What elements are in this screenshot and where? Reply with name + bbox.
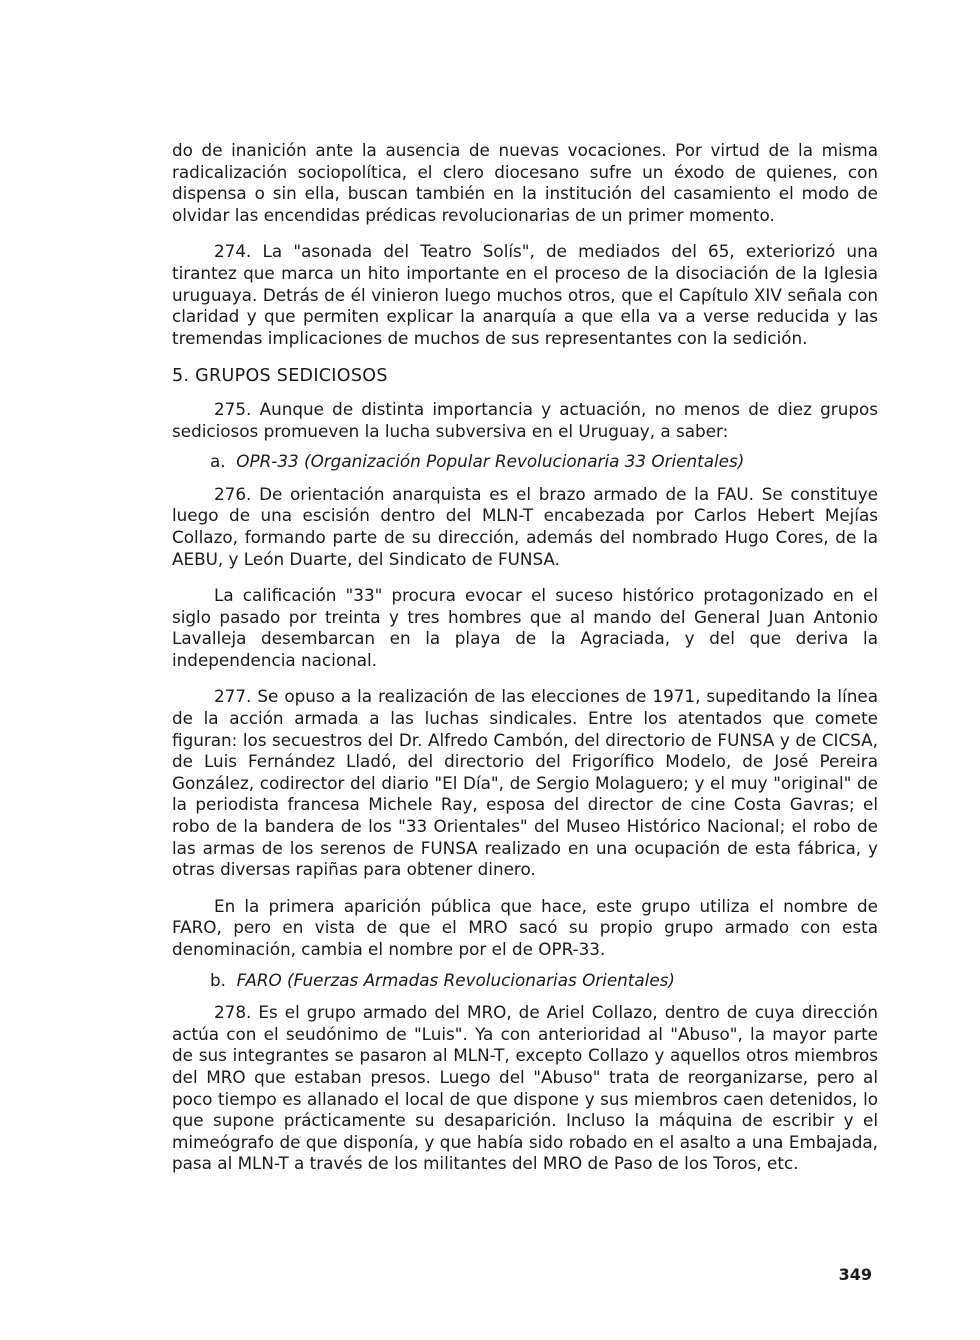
subheading-a-title: OPR-33 (Organización Popular Revolucionaria 33 Orientales) [236, 451, 745, 472]
subheading-a [210, 451, 878, 473]
subheading-b [210, 970, 878, 992]
paragraph-277: 277. Se opuso a la realización de las elecciones de 1971, supeditando la línea de la acción armada a las luchas sindicales. Entre los atentados que comete figuran: los secuestros del Dr. Alfredo Cambón, del directorio de FUNSA y de CICSA, de Luis Fernández Lladó, del directorio del Frigorífico Modelo, de José Pereira González, codirector del diario "El Día", de Sergio Molaguero; y el muy "original" de la periodista francesa Michele Ray, esposa del director de cine Costa Gavras; el robo de la bandera de los "33 Orientales" del Museo Histórico Nacional; el robo de las armas de los serenos de FUNSA realizado en una ocupación de esta fábrica, y otras diversas rapiñas para obtener dinero. [172, 686, 878, 880]
paragraph-274: 274. La "asonada del Teatro Solís", de mediados del 65, exteriorizó una tirantez que marca un hito importante en el proceso de la disociación de la Iglesia uruguaya. Detrás de él vinieron luego muchos otros, que el Capítulo XIV señala con claridad y que permiten explicar la anarquía a que ella va a verse reducida y las tremendas implicaciones de muchos de sus representantes con la sedición. [172, 241, 878, 348]
paragraph-intro: do de inanición ante la ausencia de nuevas vocaciones. Por virtud de la misma radicalización sociopolítica, el clero diocesano sufre un éxodo de quienes, con dispensa o sin ella, buscan también en la institución del casamiento el modo de olvidar las encendidas prédicas revolucionarias de un primer momento. [172, 140, 878, 225]
subheading-b-letter: b. [210, 969, 226, 990]
subheading-a-letter: a. [210, 451, 226, 472]
paragraph-277-continued: En la primera aparición pública que hace, este grupo utiliza el nombre de FARO, pero en vista de que el MRO sacó su propio grupo armado con esta denominación, cambia el nombre por el de OPR-33. [172, 895, 878, 959]
paragraph-275: 275. Aunque de distinta importancia y actuación, no menos de diez grupos sediciosos promueven la lucha subversiva en el Uruguay, a saber: [172, 398, 878, 441]
subheading-b-title: FARO (Fuerzas Armadas Revolucionarias Orientales) [236, 969, 675, 990]
paragraph-276-continued: La calificación "33" procura evocar el suceso histórico protagonizado en el siglo pasado por treinta y tres hombres que al mando del General Juan Antonio Lavalleja desembarcan en la playa de la Agraciada, y del que deriva la independencia nacional. [172, 585, 878, 670]
paragraph-276: 276. De orientación anarquista es el brazo armado de la FAU. Se constituye luego de una escisión dentro del MLN-T encabezada por Carlos Hebert Mejías Collazo, formando parte de su dirección, además del nombrado Hugo Cores, de la AEBU, y León Duarte, del Sindicato de FUNSA. [172, 483, 878, 569]
page-number: 349 [838, 1265, 872, 1284]
paragraph-278: 278. Es el grupo armado del MRO, de Ariel Collazo, dentro de cuya dirección actúa con el seudónimo de "Luis". Ya con anterioridad al "Abuso", la mayor parte de sus integrantes se pasaron al MLN-T, excepto Collazo y aquellos otros miembros del MRO que estaban presos. Luego del "Abuso" trata de reorganizarse, pero al poco tiempo es allanado el local de que dispone y sus miembros caen detenidos, lo que supone prácticamente su desaparición. Incluso la máquina de escribir y el mimeógrafo de que disponía, y que había sido robado en el asalto a una Embajada, pasa al MLN-T a través de los militantes del MRO de Paso de los Toros, etc. [172, 1002, 878, 1174]
section-heading: 5. GRUPOS SEDICIOSOS [172, 366, 388, 387]
body-text [172, 140, 878, 1175]
